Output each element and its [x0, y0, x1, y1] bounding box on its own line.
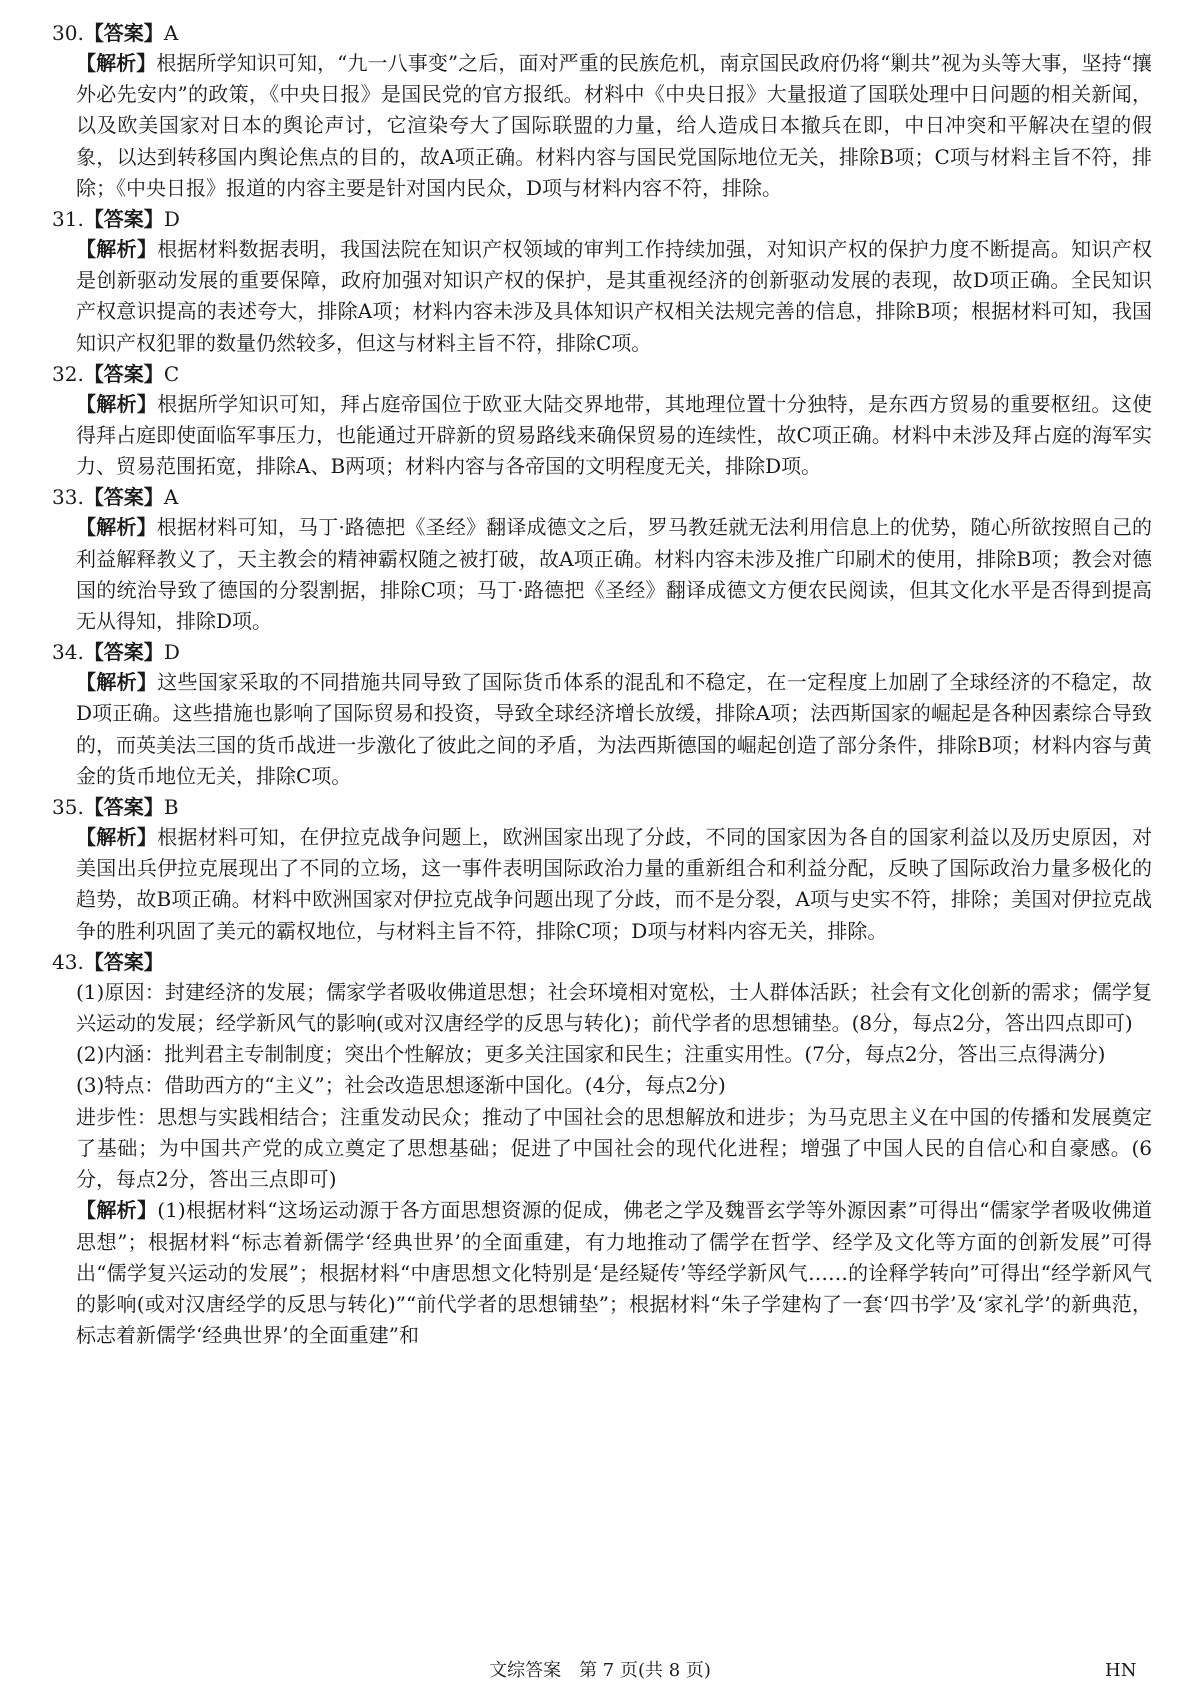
- analysis-paragraph: [76, 512, 1152, 637]
- analysis-paragraph: [76, 667, 1152, 792]
- footer-page-info: 文综答案 第 7 页(共 8 页): [489, 1660, 711, 1681]
- answer-tag: 【答案】: [83, 640, 164, 665]
- analysis-paragraph: [76, 48, 1152, 204]
- question-30: [50, 18, 1152, 204]
- answer-value: B: [163, 795, 179, 820]
- analysis-tag: 【解析】: [76, 391, 158, 416]
- answer-line: [50, 204, 1152, 234]
- question-31: [50, 204, 1152, 359]
- answer-line: [50, 637, 1152, 667]
- question-33: [50, 482, 1152, 637]
- answer-part-3: (3)特点：借助西方的“主义”；社会改造思想逐渐中国化。(4分，每点2分): [76, 1073, 726, 1098]
- analysis-tag: 【解析】: [76, 670, 158, 695]
- question-number: 30.: [52, 21, 84, 45]
- answer-part-2: (2)内涵：批判君主专制制度；突出个性解放；更多关注国家和民生；注重实用性。(7分，每点2分，答出三点得满分): [76, 1042, 1106, 1067]
- analysis-paragraph: [76, 389, 1152, 483]
- question-32: [50, 359, 1152, 483]
- analysis-tag: 【解析】: [76, 51, 157, 75]
- question-number: 33.: [52, 485, 84, 510]
- footer-region-code: HN: [1105, 1660, 1137, 1681]
- analysis-text: 根据所学知识可知，“九一八事变”之后，面对严重的民族危机，南京国民政府仍将“剿共”视为头等大事，坚持“攘外必先安内”的政策，《中央日报》是国民党的官方报纸。材料中《中央日报》大量报道了国联处理中日问题的相关新闻，以及欧美国家对日本的舆论声讨，它渲染夸大了国际联盟的力量，给人造成日本撤兵在即，中日冲突和平解决在望的假象，以达到转移国内舆论焦点的目的，故A项正确。材料内容与国民党国际地位无关，排除B项；C项与材料主旨不符，排除；《中央日报》报道的内容主要是针对国内民众，D项与材料内容不符，排除。: [76, 51, 1153, 200]
- answer-value: A: [163, 21, 179, 45]
- analysis-tag: 【解析】: [76, 515, 157, 540]
- answer-part-1: (1)原因：封建经济的发展；儒家学者吸收佛道思想；社会环境相对宽松，士人群体活跃；社会有文化创新的需求；儒学复兴运动的发展；经学新风气的影响(或对汉唐经学的反思与转化)；前代学者的思想铺垫。(8分，每点2分，答出四点即可): [76, 979, 1152, 1036]
- answer-value: D: [163, 640, 180, 665]
- question-35: [50, 792, 1152, 947]
- answer-line: [50, 947, 1152, 977]
- answer-tag: 【答案】: [83, 485, 164, 510]
- question-number: 35.: [52, 795, 84, 820]
- page-footer: [0, 1656, 1200, 1686]
- question-number: 34.: [52, 640, 84, 665]
- analysis-text: (1)根据材料“这场运动源于各方面思想资源的促成，佛老之学及魏晋玄学等外源因素”可得出“儒家学者吸收佛道思想”；根据材料“标志着新儒学‘经典世界’的全面重建，有力地推动了儒学在哲学、经学及文化等方面的创新发展”可得出“儒学复兴运动的发展”；根据材料“中唐思想文化特别是‘是经疑传’等经学新风气……的诠释学转向”可得出“经学新风气的影响(或对汉唐经学的反思与转化)”“前代学者的思想铺垫”；根据材料“朱子学建构了一套‘四书学’及‘家礼学’的新典范，标志着新儒学‘经典世界’的全面重建”和: [76, 1198, 1153, 1348]
- analysis-tag: 【解析】: [76, 1198, 158, 1223]
- answer-tag: 【答案】: [83, 795, 164, 820]
- question-number: 31.: [52, 207, 84, 232]
- analysis-text: 根据材料可知，马丁·路德把《圣经》翻译成德文之后，罗马教廷就无法利用信息上的优势，随心所欲按照自己的利益解释教义了，天主教会的精神霸权随之被打破，故A项正确。材料内容未涉及推广印刷术的使用，排除B项；教会对德国的统治导致了德国的分裂割据，排除C项；马丁·路德把《圣经》翻译成德文方便农民阅读，但其文化水平是否得到提高无从得知，排除D项。: [76, 515, 1153, 634]
- answer-line: [50, 482, 1152, 512]
- analysis-tag: 【解析】: [76, 825, 158, 850]
- answer-tag: 【答案】: [83, 21, 164, 45]
- answer-value: A: [163, 485, 179, 510]
- answer-value: D: [163, 207, 180, 232]
- answer-line: [50, 792, 1152, 822]
- answer-tag: 【答案】: [83, 949, 164, 974]
- answer-line: [50, 18, 1152, 48]
- analysis-paragraph: [76, 1195, 1152, 1351]
- question-34: [50, 637, 1152, 792]
- question-number: 43.: [52, 949, 84, 974]
- answer-line: [50, 359, 1152, 389]
- analysis-paragraph: [76, 822, 1152, 947]
- question-43: [50, 947, 1152, 1351]
- analysis-paragraph: [76, 234, 1152, 359]
- analysis-text: 这些国家采取的不同措施共同导致了国际货币体系的混乱和不稳定，在一定程度上加剧了全球经济的不稳定，故D项正确。这些措施也影响了国际贸易和投资，导致全球经济增长放缓，排除A项；法西斯国家的崛起是各种因素综合导致的，而英美法三国的货币战进一步激化了彼此之间的矛盾，为法西斯德国的崛起创造了部分条件，排除B项；材料内容与黄金的货币地位无关，排除C项。: [76, 670, 1153, 788]
- answer-content: [50, 18, 1152, 1351]
- answer-tag: 【答案】: [83, 207, 164, 232]
- question-number: 32.: [52, 361, 84, 386]
- analysis-text: 根据所学知识可知，拜占庭帝国位于欧亚大陆交界地带，其地理位置十分独特，是东西方贸易的重要枢纽。这使得拜占庭即使面临军事压力，也能通过开辟新的贸易路线来确保贸易的连续性，故C项正确。材料中未涉及拜占庭的海军实力、贸易范围拓宽，排除A、B两项；材料内容与各帝国的文明程度无关，排除D项。: [76, 391, 1153, 479]
- analysis-tag: 【解析】: [76, 237, 158, 262]
- answer-tag: 【答案】: [83, 361, 164, 386]
- answer-part-progress: 进步性：思想与实践相结合；注重发动民众；推动了中国社会的思想解放和进步；为马克思主义在中国的传播和发展奠定了基础；为中国共产党的成立奠定了思想基础；促进了中国社会的现代化进程；增强了中国人民的自信心和自豪感。(6分，每点2分，答出三点即可): [76, 1104, 1152, 1192]
- answer-value: C: [163, 361, 180, 386]
- analysis-text: 根据材料数据表明，我国法院在知识产权领域的审判工作持续加强，对知识产权的保护力度不断提高。知识产权是创新驱动发展的重要保障，政府加强对知识产权的保护，是其重视经济的创新驱动发展的表现，故D项正确。全民知识产权意识提高的表述夸大，排除A项；材料内容未涉及具体知识产权相关法规完善的信息，排除B项；根据材料可知，我国知识产权犯罪的数量仍然较多，但这与材料主旨不符，排除C项。: [76, 237, 1153, 355]
- analysis-text: 根据材料可知，在伊拉克战争问题上，欧洲国家出现了分歧，不同的国家因为各自的国家利益以及历史原因，对美国出兵伊拉克展现出了不同的立场，这一事件表明国际政治力量的重新组合和利益分配，反映了国际政治力量多极化的趋势，故B项正确。材料中欧洲国家对伊拉克战争问题出现了分歧，而不是分裂，A项与史实不符，排除；美国对伊拉克战争的胜利巩固了美元的霸权地位，与材料主旨不符，排除C项；D项与材料内容无关，排除。: [76, 825, 1153, 943]
